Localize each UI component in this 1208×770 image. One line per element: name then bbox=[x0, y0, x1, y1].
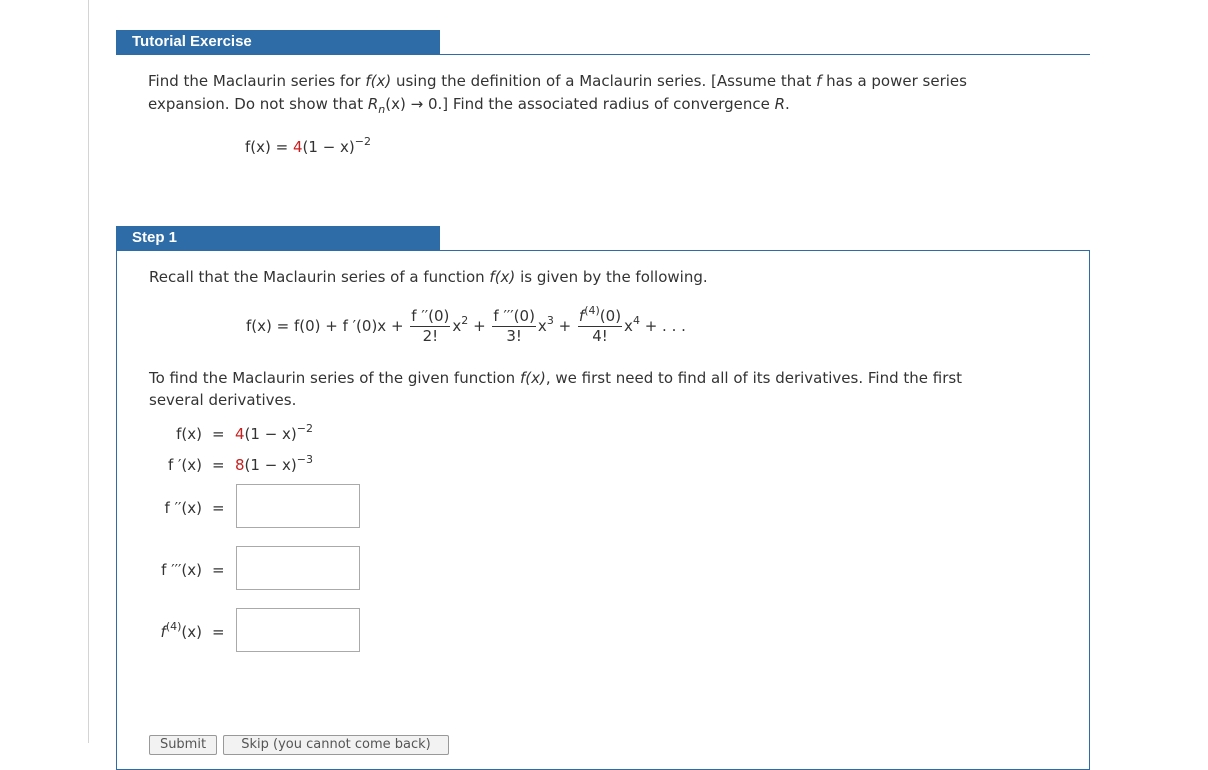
tutorial-exercise-header: Tutorial Exercise bbox=[116, 30, 440, 54]
step-1-header-rule bbox=[116, 250, 1090, 251]
deriv-1-equals: = bbox=[212, 456, 225, 474]
term4-fraction: $\frac{f^{(4)}(0)}{4!}$ bbox=[578, 304, 622, 345]
deriv-1-label: f ′(x) bbox=[167, 456, 202, 474]
left-divider bbox=[88, 0, 89, 743]
third-derivative-equals: = bbox=[212, 561, 225, 579]
deriv-1-value: $8(1 - x)^{-3}$ bbox=[235, 453, 313, 474]
fourth-derivative-equals: = bbox=[212, 623, 225, 641]
tutorial-header-rule bbox=[116, 54, 1090, 55]
term3-fraction: $\frac{f '''(0)}{3!}$ bbox=[493, 307, 535, 345]
second-derivative-equals: = bbox=[212, 499, 225, 517]
deriv-0-equals: = bbox=[212, 425, 225, 443]
deriv-0-label: f(x) bbox=[176, 425, 202, 443]
skip-button[interactable]: Skip (you cannot come back) bbox=[223, 735, 449, 755]
fourth-derivative-input[interactable] bbox=[236, 608, 360, 652]
second-derivative-input[interactable] bbox=[236, 484, 360, 528]
prompt-line-1: Find the Maclaurin series for f(x) using the definition of a Maclaurin series. [Assume that f has a power series bbox=[148, 72, 967, 90]
term2-fraction: $\frac{f ''(0)}{2!}$ bbox=[411, 307, 450, 345]
fourth-derivative-label: $f^{(4)}(x)$ bbox=[160, 620, 202, 641]
step-1-header: Step 1 bbox=[116, 226, 440, 250]
derivatives-intro-line-1: To find the Maclaurin series of the given function f(x), we first need to find all of its derivatives. Find the first bbox=[149, 369, 963, 387]
third-derivative-label: f ′′′(x) bbox=[161, 561, 202, 579]
deriv-0-value: $4(1 - x)^{-2}$ bbox=[235, 422, 313, 443]
third-derivative-input[interactable] bbox=[236, 546, 360, 590]
recall-text: Recall that the Maclaurin series of a function f(x) is given by the following. bbox=[149, 268, 708, 286]
maclaurin-formula: f(x) = f(0) + f ′(0)x + $\frac{f ''(0)}{2!}$ $x^2$ + $\frac{f '''(0)}{3!}$ $x^3$ + $\frac{f^{(4)}(0)}{4!}$ $x^4$ + . . . bbox=[246, 304, 686, 345]
prompt-line-2: expansion. Do not show that $R_n(x) \to 0$.] Find the associated radius of convergence R. bbox=[148, 95, 790, 116]
submit-button[interactable]: Submit bbox=[149, 735, 217, 755]
second-derivative-label: f ′′(x) bbox=[164, 499, 202, 517]
given-function: $f(x) = 4(1 - x)^{-2}$ bbox=[245, 135, 371, 156]
derivatives-intro-line-2: several derivatives. bbox=[149, 391, 297, 409]
